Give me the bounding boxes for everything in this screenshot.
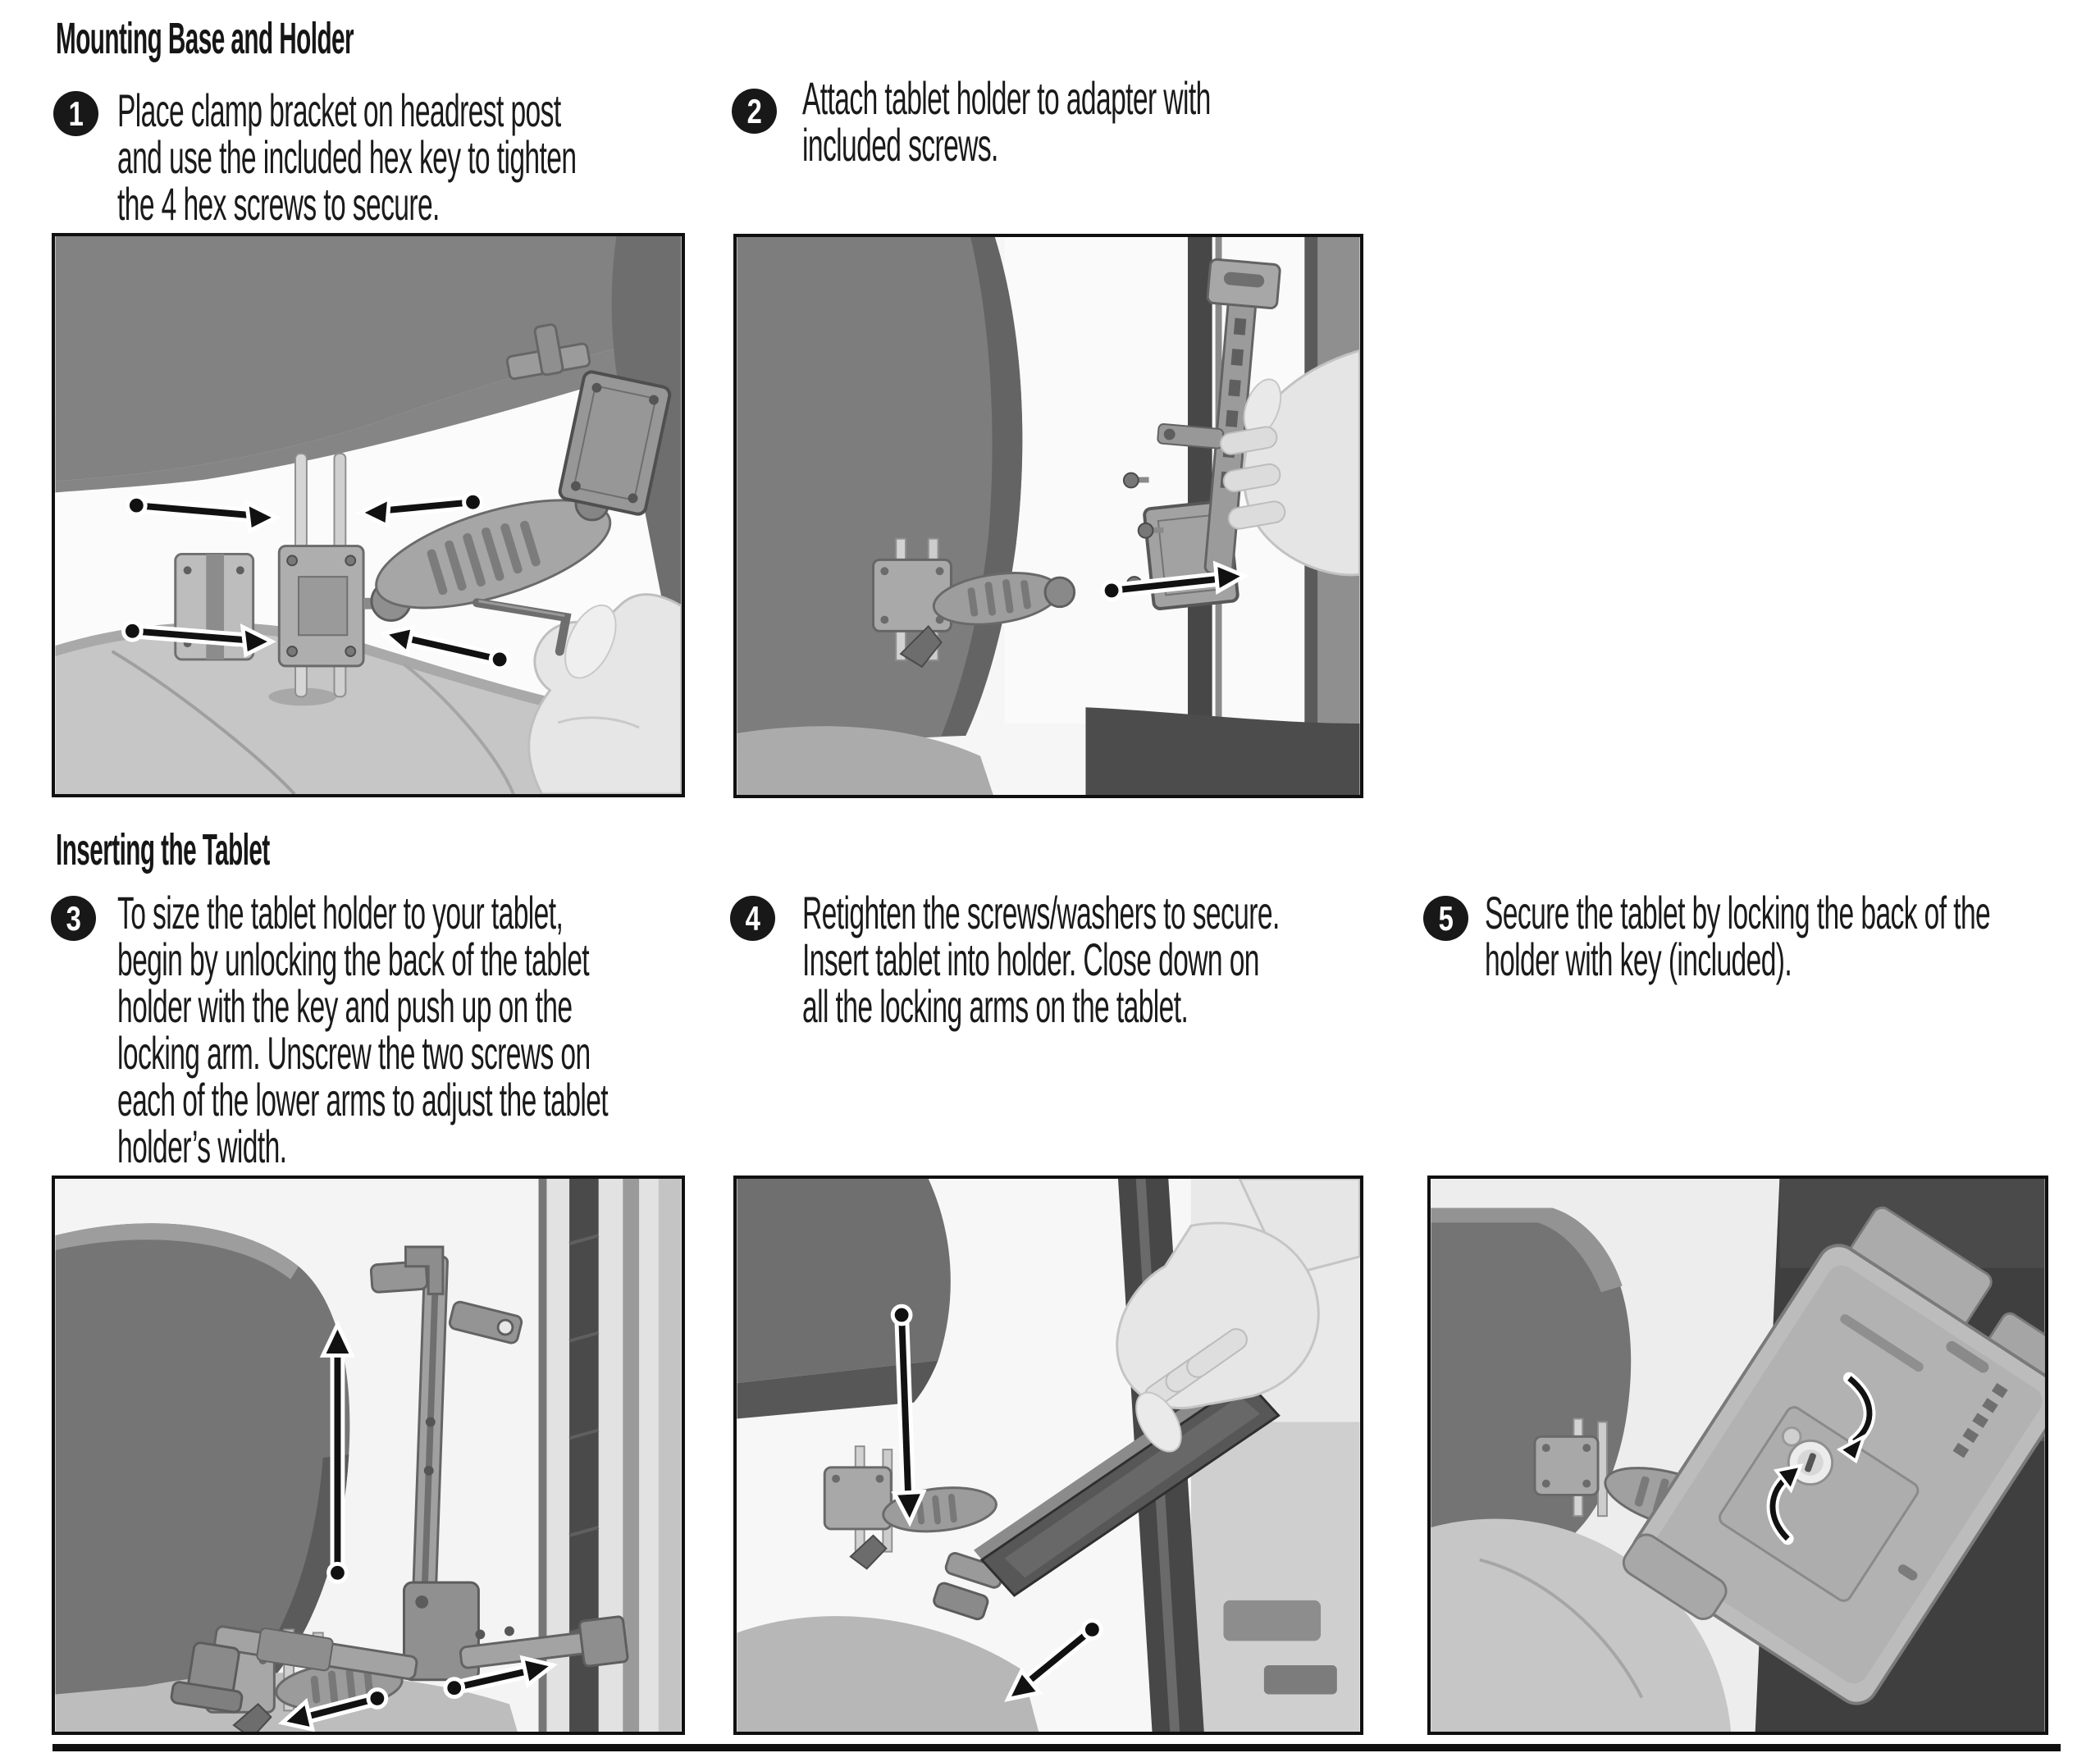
headrest bbox=[737, 1179, 951, 1419]
step-3-number: 3 bbox=[66, 898, 81, 938]
headrest bbox=[56, 1223, 350, 1697]
figure-step5-illustration bbox=[1431, 1179, 2045, 1732]
figure-step1-illustration bbox=[55, 236, 682, 794]
clamp-bracket-mounted bbox=[279, 546, 363, 666]
step-2-badge bbox=[732, 89, 777, 134]
clamp-bracket-mounted bbox=[1535, 1436, 1598, 1495]
section-title-inserting: Inserting the Tablet bbox=[56, 825, 270, 874]
step-4-badge bbox=[730, 896, 775, 941]
figure-step5-photo bbox=[1427, 1176, 2048, 1735]
figure-step2-illustration bbox=[737, 237, 1360, 795]
figure-step2-photo bbox=[733, 234, 1363, 798]
step-3-badge bbox=[51, 896, 96, 941]
step-4-text: Retighten the screws/washers to secure. Insert tablet into holder. Close down on all the locking arms on the tablet. bbox=[802, 887, 1280, 1032]
step-4-number: 4 bbox=[745, 898, 760, 938]
figure-step4-photo bbox=[733, 1176, 1363, 1735]
step-2-number: 2 bbox=[746, 91, 762, 130]
step-3-text: To size the tablet holder to your tablet, begin by unlocking the back of the tablet holder with the key and push up on the locking arm. Unscrew the two screws on each of the lower arms to adjust the tablet holder’s width. bbox=[117, 887, 609, 1172]
figure-step3-illustration bbox=[55, 1179, 682, 1732]
headrest bbox=[737, 237, 1022, 746]
figure-step3-photo bbox=[52, 1176, 685, 1735]
figure-step4-illustration bbox=[737, 1179, 1360, 1732]
step-5-badge bbox=[1423, 896, 1468, 941]
step-2-text: Attach tablet holder to adapter with included screws. bbox=[802, 72, 1211, 171]
step-1-text: Place clamp bracket on headrest post and use the included hex key to tighten the 4 hex screws to secure. bbox=[117, 84, 577, 230]
figure-step1-photo bbox=[52, 233, 685, 797]
page-divider-rule bbox=[52, 1744, 2061, 1751]
section-title-mounting: Mounting Base and Holder bbox=[56, 14, 354, 63]
step-1-number: 1 bbox=[68, 94, 84, 133]
step-5-number: 5 bbox=[1438, 898, 1454, 938]
step-1-badge bbox=[53, 91, 98, 136]
step-5-text: Secure the tablet by locking the back of the holder with key (included). bbox=[1485, 887, 1991, 985]
